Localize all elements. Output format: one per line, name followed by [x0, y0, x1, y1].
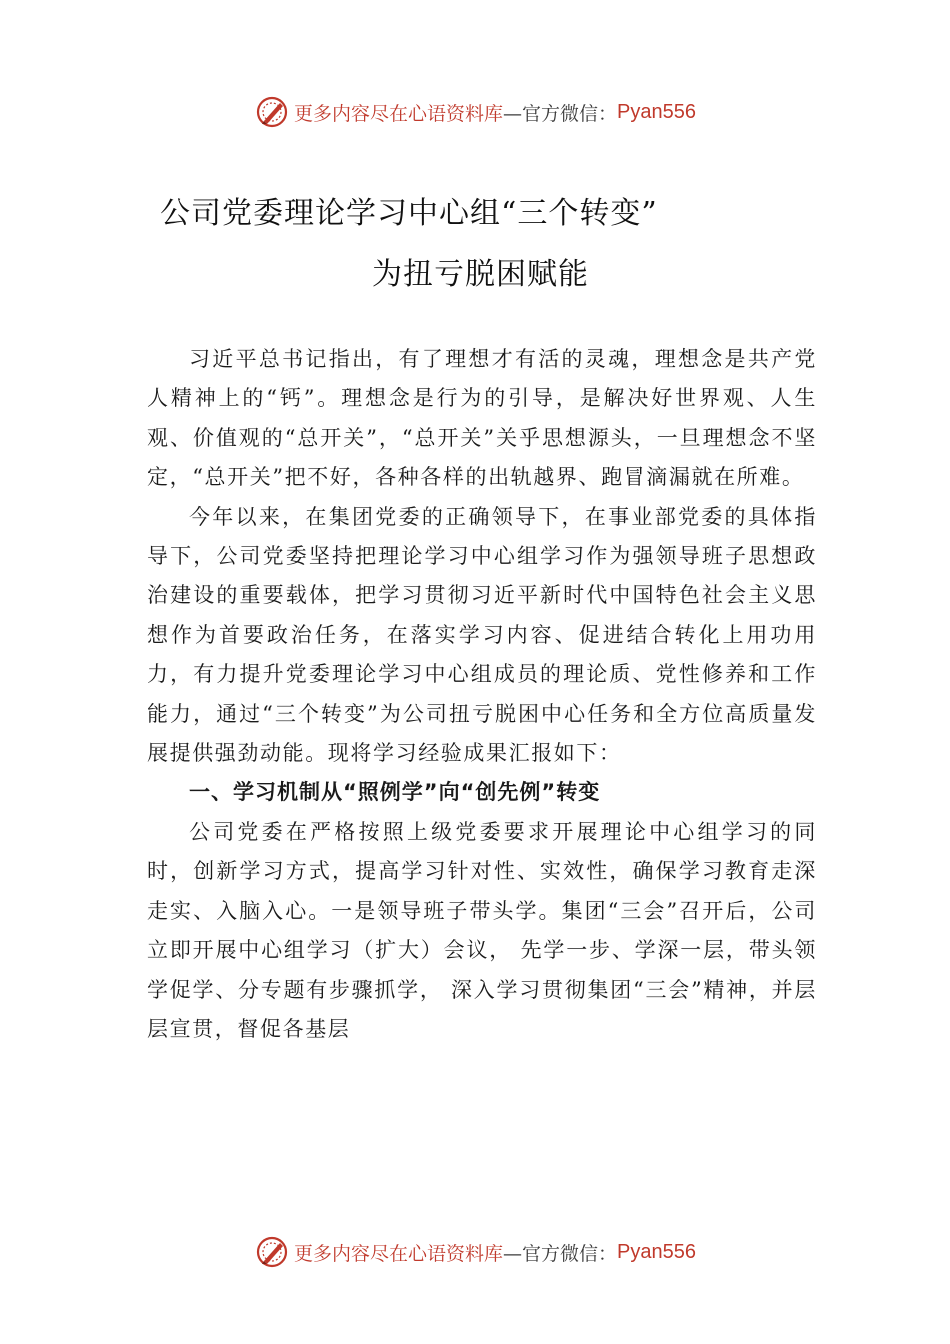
document-body: [147, 340, 817, 1049]
watermark-wechat-label: —官方微信：: [503, 1242, 618, 1265]
watermark-library-text: 更多内容尽在心语资料库: [294, 102, 504, 125]
watermark-banner-bottom: [0, 1234, 950, 1270]
watermark-library-text: 更多内容尽在心语资料库: [294, 1242, 504, 1265]
section-heading-1: 一、学习机制从“照例学”向“创先例”转变: [189, 780, 601, 805]
watermark-wechat-id: Pyan556: [617, 100, 696, 123]
body-paragraph-3: 公司党委在严格按照上级党委要求开展理论中心组学习的同时，创新学习方式，提高学习针对性、实效性，确保学习教育走深走实、入脑入心。一是领导班子带头学。集团“三会”召开后，公司立即开展中心组学习（扩大）会议， 先学一步、学深一层，带头领学促学、分专题有步骤抓学， 深入学习贯彻集团“三会”精神，并层层宣贯，督促各基层: [147, 819, 817, 1041]
document-title-line2: 为扭亏脱困赋能: [372, 257, 589, 292]
body-paragraph-2: 今年以来，在集团党委的正确领导下，在事业部党委的具体指导下，公司党委坚持把理论学习中心组学习作为强领导班子思想政治建设的重要载体，把学习贯彻习近平新时代中国特色社会主义思想作为首要政治任务，在落实学习内容、促进结合转化上用功用力，有力提升党委理论学习中心组成员的理论质、党性修养和工作能力，通过“三个转变”为公司扭亏脱困中心任务和全方位高质量发展提供强劲动能。现将学习经验成果汇报如下：: [147, 504, 817, 766]
body-paragraph-1: 习近平总书记指出，有了理想才有活的灵魂，理想念是共产党人精神上的“钙”。理想念是行为的引导，是解决好世界观、人生观、价值观的“总开关”，“总开关”关乎思想源头，一旦理想念不坚定，“总开关”把不好，各种各样的出轨越界、跑冒滴漏就在所难。: [147, 347, 817, 490]
document-title-line1: 公司党委理论学习中心组“三个转变”: [160, 196, 658, 231]
seal-logo-icon: [254, 1234, 290, 1270]
watermark-wechat-label: —官方微信：: [503, 102, 618, 125]
watermark-banner-top: [0, 94, 950, 130]
seal-logo-icon: [254, 94, 290, 130]
watermark-wechat-id: Pyan556: [617, 1240, 696, 1263]
